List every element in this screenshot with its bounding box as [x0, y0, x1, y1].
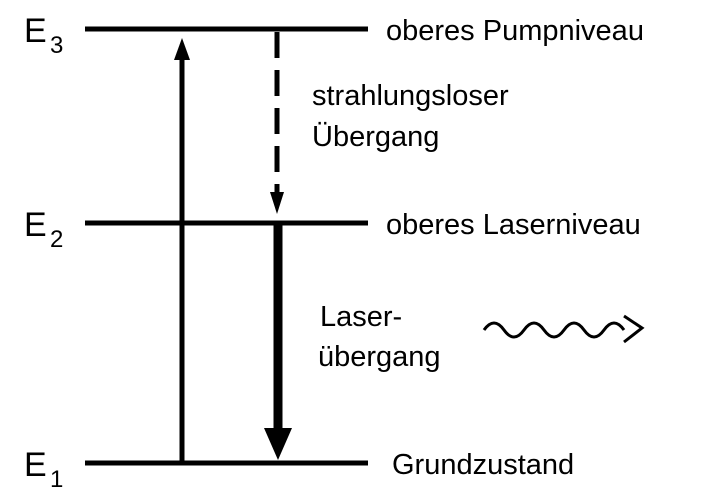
level-symbol-e1: E — [24, 446, 47, 484]
pump-arrowhead-icon — [174, 38, 190, 60]
pump-arrow — [174, 38, 190, 463]
level-label-e3: oberes Pumpniveau — [386, 15, 644, 47]
laser-arrowhead-icon — [264, 428, 292, 460]
level-symbol-e3: E — [24, 12, 47, 50]
nonradiative-arrowhead-icon — [270, 192, 284, 214]
level-index-e1: 1 — [50, 466, 64, 493]
level-symbol-e2: E — [24, 206, 47, 244]
level-index-e2: 2 — [50, 226, 64, 253]
nonradiative-label-line2: Übergang — [312, 121, 440, 153]
nonradiative-label-line1: strahlungsloser — [312, 80, 509, 112]
laser-label-line1: Laser- — [320, 301, 403, 333]
level-index-e3: 3 — [50, 32, 64, 59]
laser-label-line2: übergang — [318, 341, 441, 373]
nonradiative-arrow — [270, 32, 284, 214]
level-label-e1: Grundzustand — [392, 449, 575, 481]
level-label-e2: oberes Laserniveau — [386, 209, 641, 241]
laser-arrow — [264, 223, 292, 460]
wavy-arrow-icon — [484, 316, 642, 342]
